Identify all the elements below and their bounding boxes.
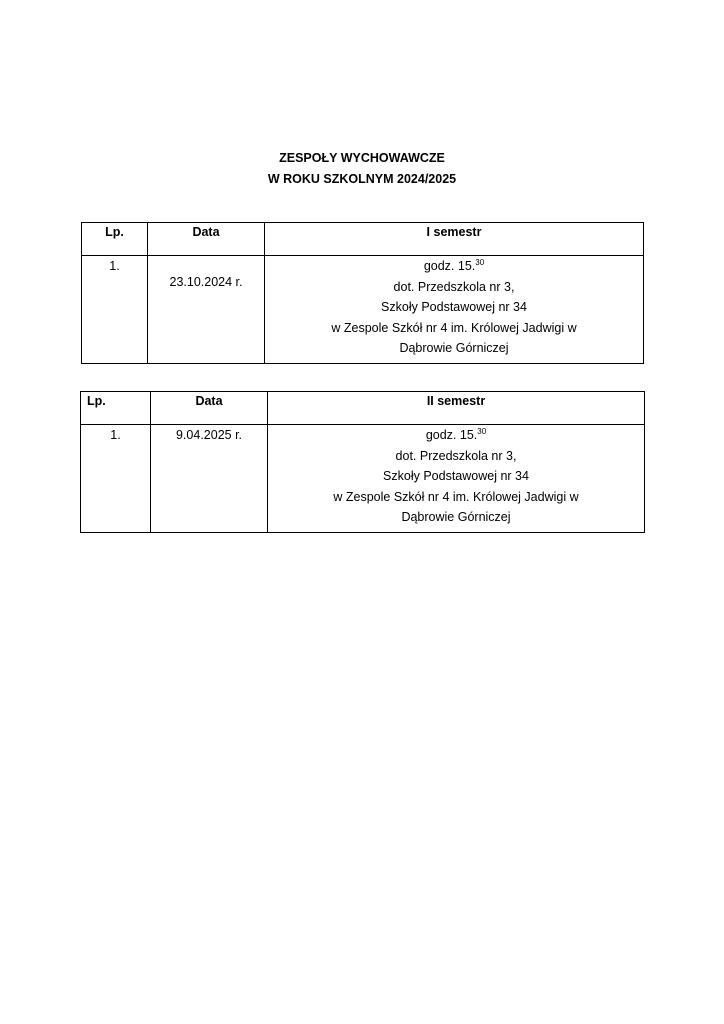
header-date: Data (151, 392, 268, 425)
description-line: dot. Przedszkola nr 3, (393, 279, 515, 294)
cell-date (151, 425, 268, 533)
table-row (81, 425, 645, 533)
header-date: Data (148, 223, 265, 256)
cell-lp (81, 425, 151, 533)
header-semester: II semestr (268, 392, 645, 425)
meeting-time (265, 256, 643, 277)
cell-date (148, 256, 265, 364)
meeting-time (268, 425, 644, 446)
header-lp: Lp. (81, 392, 151, 425)
row-number: 1. (109, 259, 120, 273)
header-lp: Lp. (82, 223, 148, 256)
table-row (82, 256, 644, 364)
table-header-row (82, 223, 644, 256)
time-text: godz. 15. (425, 428, 478, 442)
cell-lp (82, 256, 148, 364)
title-line-2: W ROKU SZKOLNYM 2024/2025 (267, 172, 457, 186)
time-text: godz. 15. (423, 259, 476, 273)
document-title (0, 148, 724, 190)
description-line: Dąbrowie Górniczej (399, 341, 509, 355)
cell-description (268, 425, 645, 533)
table-header-row (81, 392, 645, 425)
time-minutes: 30 (475, 257, 485, 267)
time-minutes: 30 (477, 426, 487, 436)
cell-description (265, 256, 644, 364)
description-line: Szkoły Podstawowej nr 34 (381, 300, 527, 314)
header-semester: I semestr (265, 223, 644, 256)
schedule-table-semester-1 (81, 222, 644, 364)
description-line: w Zespole Szkół nr 4 im. Królowej Jadwigi w (331, 320, 577, 335)
schedule-table-semester-2 (80, 391, 645, 533)
description-line: w Zespole Szkół nr 4 im. Królowej Jadwigi w (333, 489, 579, 504)
meeting-date: 9.04.2025 r. (175, 428, 243, 442)
meeting-date: 23.10.2024 r. (169, 275, 243, 289)
description-line: dot. Przedszkola nr 3, (395, 448, 517, 463)
description-line: Szkoły Podstawowej nr 34 (383, 469, 529, 483)
description-line: Dąbrowie Górniczej (401, 510, 511, 524)
title-line-1: ZESPOŁY WYCHOWAWCZE (279, 151, 445, 165)
row-number: 1. (110, 428, 121, 442)
